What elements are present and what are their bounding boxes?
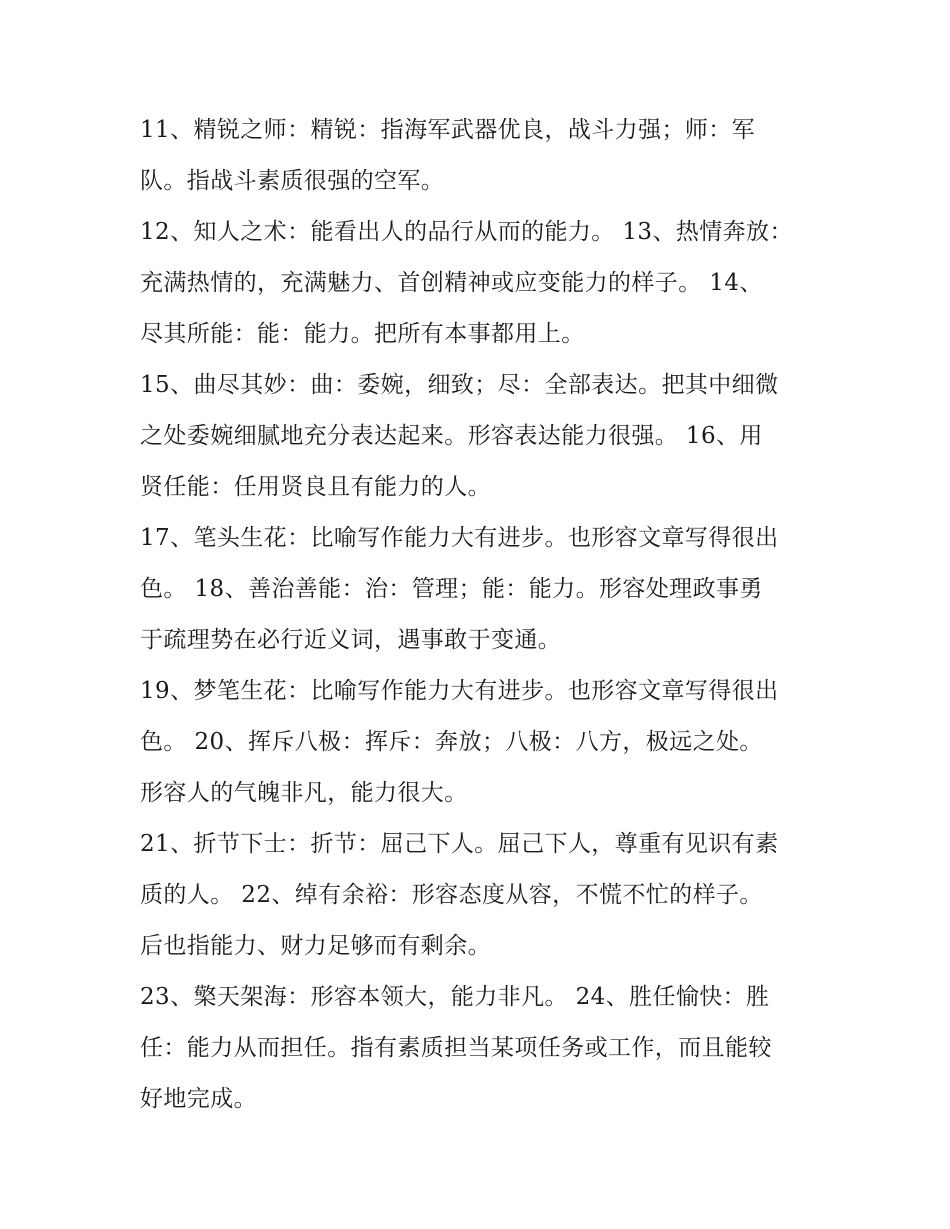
- text-line: 19、梦笔生花：比喻写作能力大有进步。也形容文章写得很出: [140, 678, 779, 704]
- text-line: 好地完成。: [140, 1086, 257, 1112]
- text-line: 后也指能力、财力足够而有剩余。: [140, 933, 491, 959]
- text-line: 队。指战斗素质很强的空军。: [140, 168, 445, 194]
- text-line: 尽其所能：能：能力。把所有本事都用上。: [140, 321, 585, 347]
- text-line: 21、折节下士：折节：屈己下人。屈己下人，尊重有见识有素: [140, 831, 779, 857]
- text-line: 15、曲尽其妙：曲：委婉，细致；尽：全部表达。把其中细微: [140, 372, 779, 398]
- text-line: 12、知人之术：能看出人的品行从而的能力。 13、热情奔放：: [140, 219, 793, 245]
- text-line: 充满热情的，充满魅力、首创精神或应变能力的样子。 14、: [140, 270, 763, 296]
- text-line: 23、檠天架海：形容本领大，能力非凡。 24、胜任愉快：胜: [140, 984, 770, 1010]
- text-line: 于疏理势在必行近义词，遇事敢于变通。: [140, 627, 562, 653]
- text-line: 11、精锐之师：精锐：指海军武器优良，战斗力强；师：军: [140, 117, 756, 143]
- text-line: 之处委婉细腻地充分表达起来。形容表达能力很强。 16、用: [140, 423, 763, 449]
- text-line: 形容人的气魄非凡，能力很大。: [140, 780, 468, 806]
- text-line: 质的人。 22、绰有余裕：形容态度从容，不慌不忙的样子。: [140, 882, 763, 908]
- text-line: 任：能力从而担任。指有素质担当某项任务或工作，而且能较: [140, 1035, 772, 1061]
- text-line: 贤任能：任用贤良且有能力的人。: [140, 474, 491, 500]
- text-line: 色。 18、善治善能：治：管理；能：能力。形容处理政事勇: [140, 576, 763, 602]
- text-line: 色。 20、挥斥八极：挥斥：奔放；八极：八方，极远之处。: [140, 729, 763, 755]
- text-line: 17、笔头生花：比喻写作能力大有进步。也形容文章写得很出: [140, 525, 779, 551]
